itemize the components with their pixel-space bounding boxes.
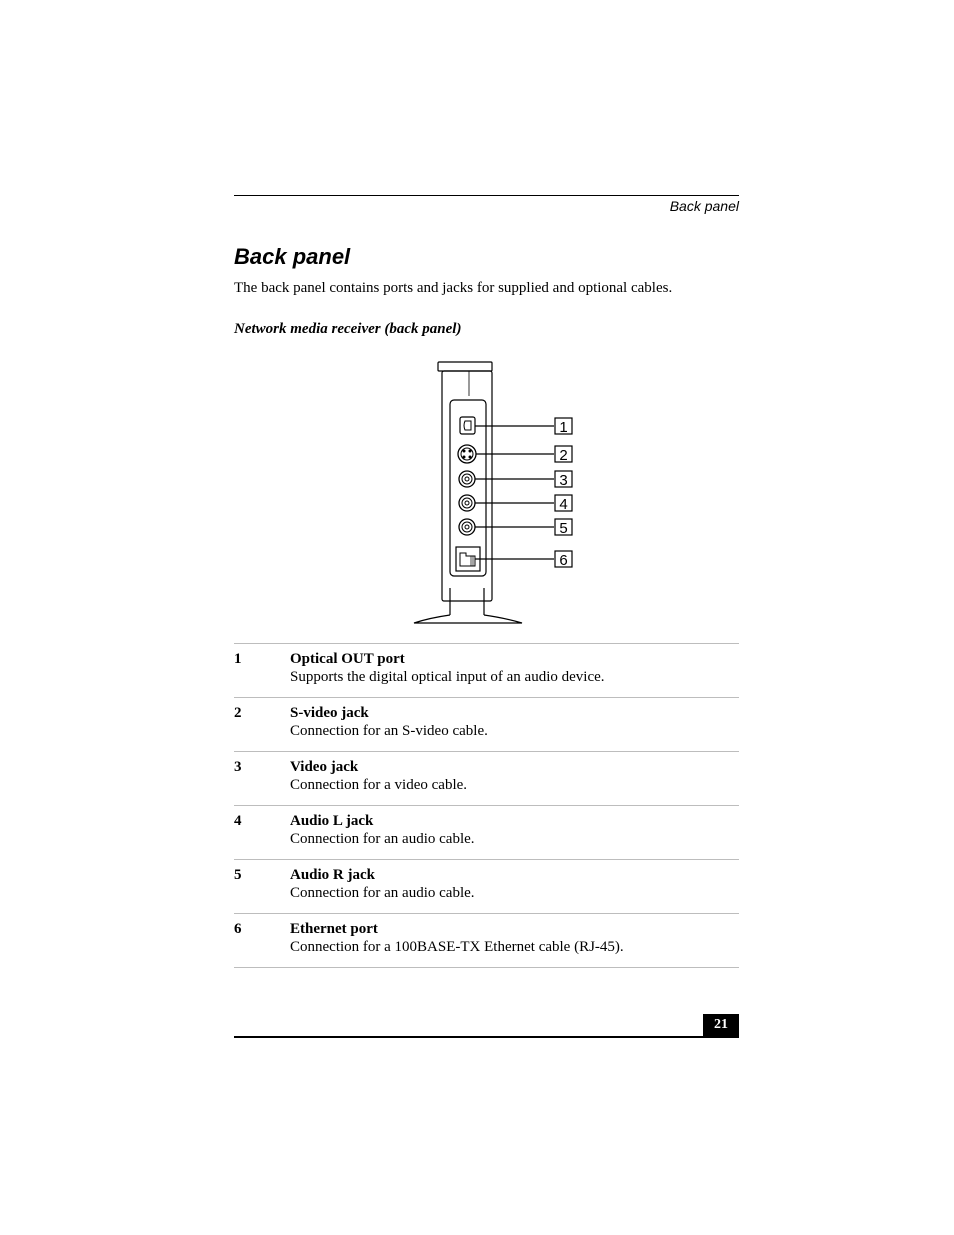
item-name: Audio L jack <box>290 813 374 829</box>
video-jack-icon <box>459 471 475 487</box>
item-description: Connection for an audio cable. <box>290 885 475 901</box>
audio-r-jack-icon <box>459 519 475 535</box>
item-number: 1 <box>234 651 242 667</box>
item-name: Ethernet port <box>290 921 378 937</box>
table-row <box>234 644 739 698</box>
item-description: Supports the digital optical input of an audio device. <box>290 669 605 685</box>
table-row <box>234 914 739 968</box>
item-description: Connection for an S-video cable. <box>290 723 488 739</box>
item-description: Connection for a video cable. <box>290 777 468 793</box>
item-name: S-video jack <box>290 705 369 721</box>
item-number: 5 <box>234 867 242 883</box>
item-name: Optical OUT port <box>290 651 405 667</box>
page-title: Back panel <box>234 244 351 269</box>
header-rule <box>234 195 739 196</box>
table-row <box>234 860 739 914</box>
item-name: Audio R jack <box>290 867 376 883</box>
item-number: 6 <box>234 921 242 937</box>
optical-port-icon <box>460 417 475 434</box>
table-row <box>234 698 739 752</box>
callout-5: 5 <box>559 520 568 537</box>
footer-rule <box>234 1036 739 1038</box>
table-row <box>234 752 739 806</box>
callout-1: 1 <box>559 419 568 436</box>
s-video-jack-icon <box>458 445 476 463</box>
item-description: Connection for a 100BASE-TX Ethernet cable (RJ-45). <box>290 939 624 955</box>
back-panel-illustration <box>405 360 585 626</box>
running-header: Back panel <box>669 198 739 214</box>
table-row <box>234 806 739 860</box>
item-number: 2 <box>234 705 242 721</box>
callout-3: 3 <box>559 472 568 489</box>
port-description-table <box>234 643 739 968</box>
page-number: 21 <box>703 1014 739 1036</box>
item-number: 3 <box>234 759 242 775</box>
callout-4: 4 <box>559 496 568 513</box>
callout-2: 2 <box>559 447 568 464</box>
item-name: Video jack <box>290 759 359 775</box>
audio-l-jack-icon <box>459 495 475 511</box>
item-number: 4 <box>234 813 242 829</box>
callout-6: 6 <box>559 552 568 569</box>
intro-paragraph: The back panel contains ports and jacks for supplied and optional cables. <box>234 280 673 296</box>
figure-caption: Network media receiver (back panel) <box>234 321 462 337</box>
item-description: Connection for an audio cable. <box>290 831 475 847</box>
